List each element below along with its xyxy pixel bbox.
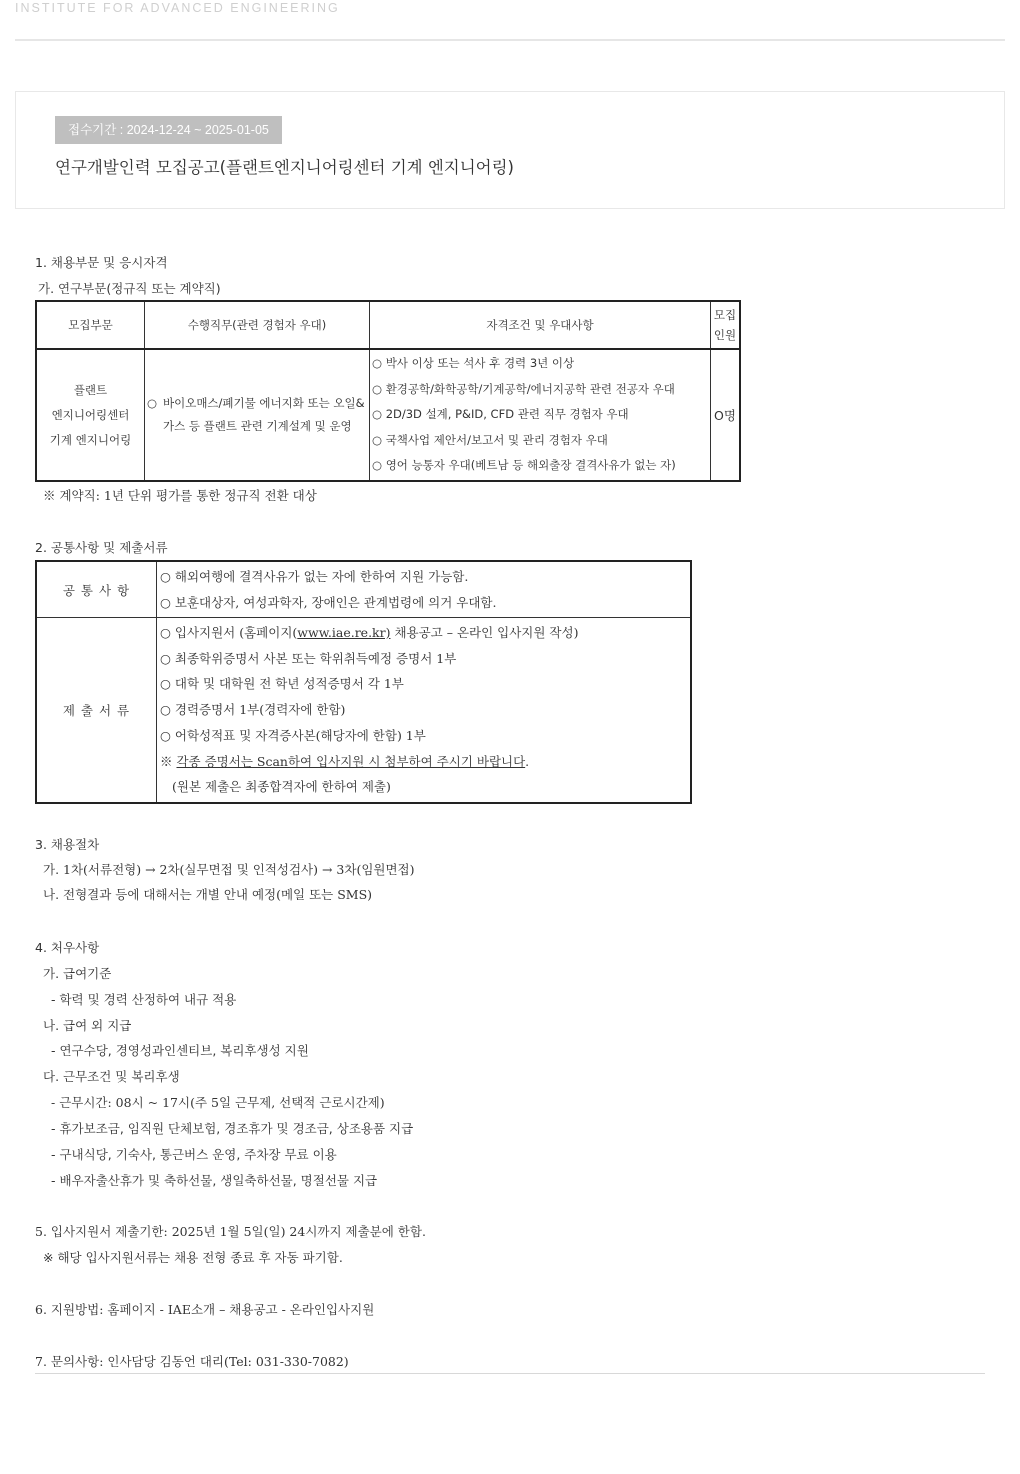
dept-cell	[36, 349, 145, 481]
doc-item: ○ 경력증명서 1부(경력자에 한함)	[160, 702, 346, 718]
col-header-headcount	[711, 301, 741, 349]
section7-heading: 7. 문의사항: 인사담당 김동언 대리(Tel: 031-330-7082)	[35, 1354, 349, 1369]
table-row	[36, 349, 740, 481]
contract-note: ※ 계약직: 1년 단위 평가를 통한 정규직 전환 대상	[43, 488, 317, 503]
section4-line: - 연구수당, 경영성과인센티브, 복리후생성 지원	[51, 1043, 309, 1058]
dept-line: 기계 엔지니어링	[49, 432, 132, 447]
table-row	[36, 618, 691, 804]
section2-heading: 2. 공통사항 및 제출서류	[35, 540, 168, 555]
header-divider	[15, 39, 1005, 41]
section6-heading: 6. 지원방법: 홈페이지 - IAE소개 – 채용공고 - 온라인입사지원	[35, 1302, 375, 1317]
section4-line: 나. 급여 외 지급	[43, 1018, 132, 1033]
section3-heading: 3. 채용절차	[35, 837, 100, 852]
duty-bullet: ○	[147, 396, 158, 410]
section3-line: 나. 전형결과 등에 대해서는 개별 안내 예정(메일 또는 SMS)	[43, 887, 373, 902]
section4-line: 가. 급여기준	[43, 966, 112, 981]
section5-note: ※ 해당 입사지원서류는 채용 전형 종료 후 자동 파기함.	[43, 1250, 343, 1265]
col-header-qualification: 자격조건 및 우대사항	[370, 301, 711, 349]
docs-label: 제 출 서 류	[36, 618, 157, 804]
section4-line: 다. 근무조건 및 복리후생	[43, 1069, 180, 1084]
section1-sub: 가. 연구부문(정규직 또는 계약직)	[38, 281, 221, 296]
headcount-cell: O명	[711, 349, 741, 481]
duty-cell	[145, 349, 370, 481]
notice-mark: ※	[160, 753, 177, 769]
table-row	[36, 561, 691, 618]
dept-line: 엔지니어링센터	[51, 407, 130, 422]
content-bottom-divider	[35, 1373, 985, 1374]
qualification-item: ○ 박사 이상 또는 석사 후 경력 3년 이상	[372, 356, 575, 371]
section4-line: - 구내식당, 기숙사, 통근버스 운영, 주차장 무료 이용	[51, 1147, 337, 1162]
section1-heading: 1. 채용부문 및 응시자격	[35, 255, 168, 270]
dept-line: 플랜트	[73, 382, 108, 397]
qualification-item: ○ 2D/3D 설계, P&ID, CFD 관련 직무 경험자 우대	[372, 407, 629, 422]
section3-line: 가. 1차(서류전형) → 2차(실무면접 및 인적성검사) → 3차(임원면접)	[43, 862, 415, 877]
section4-line: - 근무시간: 08시 ~ 17시(주 5일 근무제, 선택적 근로시간제)	[51, 1095, 385, 1110]
recruitment-table	[35, 300, 741, 482]
qualification-cell	[370, 349, 711, 481]
col-header-headcount-line2: 인원	[713, 328, 737, 342]
section5-heading: 5. 입사지원서 제출기한: 2025년 1월 5일(일) 24시까지 제출분에 한함.	[35, 1224, 426, 1239]
qualification-item: ○ 영어 능통자 우대(베트남 등 해외출장 결격사유가 없는 자)	[372, 458, 676, 473]
doc-item: ○ 최종학위증명서 사본 또는 학위취득예정 증명서 1부	[160, 650, 457, 666]
common-item: ○ 보훈대상자, 여성과학자, 장애인은 관계법령에 의거 우대함.	[160, 594, 497, 610]
docs-notice	[160, 749, 690, 775]
application-period-badge: 접수기간 : 2024-12-24 ~ 2025-01-05	[55, 116, 282, 144]
homepage-link[interactable]: www.iae.re.kr)	[297, 624, 391, 640]
common-label: 공 통 사 항	[36, 561, 157, 618]
doc-item: ○ 대학 및 대학원 전 학년 성적증명서 각 1부	[160, 676, 404, 692]
section4-heading: 4. 처우사항	[35, 940, 100, 955]
common-items-cell	[157, 561, 692, 618]
section4-line: - 배우자출산휴가 및 축하선물, 생일축하선물, 명절선물 지급	[51, 1173, 378, 1188]
docs-items-cell	[157, 618, 692, 804]
notice-end: .	[525, 753, 530, 769]
col-header-dept: 모집부문	[36, 301, 145, 349]
section4-line: - 학력 및 경력 산정하여 내규 적용	[51, 992, 237, 1007]
docs-original-note: (원본 제출은 최종합격자에 한하여 제출)	[172, 779, 391, 795]
doc-item-pre: ○ 입사지원서 (홈페이지(	[160, 624, 298, 640]
page-title: 연구개발인력 모집공고(플랜트엔지니어링센터 기계 엔지니어링)	[55, 158, 514, 177]
notice-header-box	[15, 91, 1005, 209]
institute-name: INSTITUTE FOR ADVANCED ENGINEERING	[15, 1, 340, 15]
requirements-table	[35, 560, 692, 804]
section4-line: - 휴가보조금, 임직원 단체보험, 경조휴가 및 경조금, 상조용품 지급	[51, 1121, 414, 1136]
col-header-headcount-line1: 모집	[713, 308, 737, 322]
doc-item-post: 채용공고 – 온라인 입사지원 작성)	[390, 624, 579, 640]
doc-item: ○ 어학성적표 및 자격증사본(해당자에 한함) 1부	[160, 727, 426, 743]
col-header-duty: 수행직무(관련 경험자 우대)	[145, 301, 370, 349]
qualification-item: ○ 국책사업 제안서/보고서 및 관리 경험자 우대	[372, 432, 608, 447]
qualification-item: ○ 환경공학/화학공학/기계공학/에너지공학 관련 전공자 우대	[372, 381, 675, 396]
common-item: ○ 해외여행에 결격사유가 없는 자에 한하여 지원 가능함.	[160, 568, 469, 584]
duty-text: 바이오매스/폐기물 에너지화 또는 오일&가스 등 플랜트 관련 기계설계 및 운영	[163, 396, 365, 433]
doc-item-application	[160, 620, 690, 646]
notice-text: 각종 증명서는 Scan하여 입사지원 시 첨부하여 주시기 바랍니다	[176, 753, 526, 769]
